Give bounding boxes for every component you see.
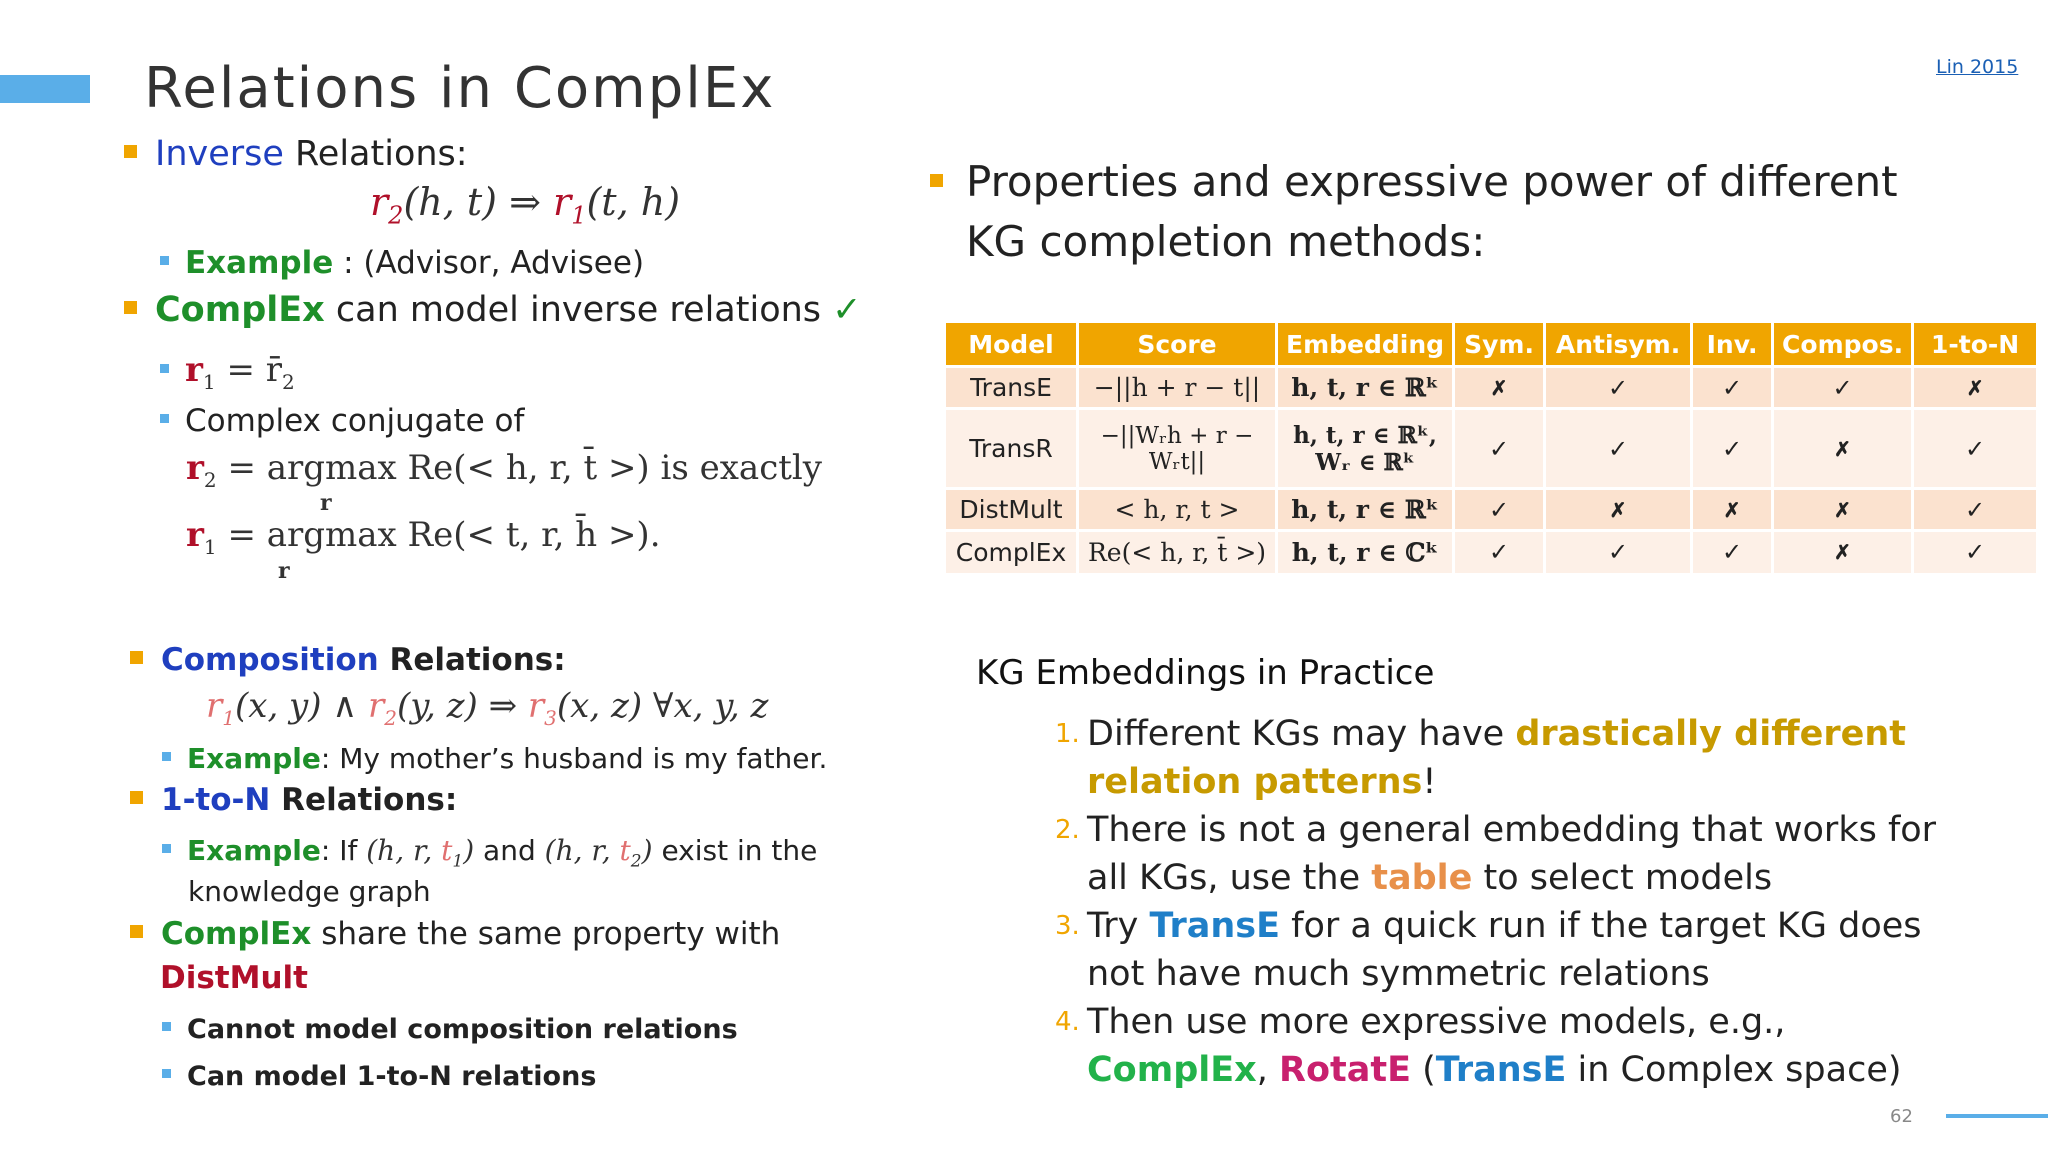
table-header-row [946, 323, 2038, 367]
cross-icon: ✗ [1773, 531, 1913, 573]
bullet [130, 925, 143, 938]
conjugate-label: Complex conjugate of [160, 403, 524, 439]
list-item: 3. Try TransE for a quick run if the target KG does not have much symmetric relations [1055, 906, 1922, 994]
practice-list [1055, 710, 1955, 1094]
check-icon: ✓ [1773, 367, 1913, 409]
cross-icon: ✗ [1692, 489, 1773, 531]
one-to-n-example: Example: If (h, r, $t_1$) and (h, r, $t_2$) exist in the [162, 834, 817, 872]
cross-icon: ✗ [1913, 367, 2038, 409]
check-icon: ✓ [1545, 367, 1692, 409]
check-icon: ✓ [1913, 409, 2038, 489]
practice-title: KG Embeddings in Practice [976, 653, 1435, 693]
cell-embedding: h, t, r ∈ ℝᵏ, Wᵣ ∈ ℝᵏ [1277, 409, 1454, 489]
kg-methods-table [946, 323, 2039, 573]
table-header: Compos. [1773, 323, 1913, 367]
argmax-line-2: $r_1 = argmax$ Re(< t, r, h̄ >). [186, 515, 661, 559]
cross-icon: ✗ [1773, 409, 1913, 489]
table-row [946, 489, 2038, 531]
bullet [162, 1022, 171, 1031]
check-icon: ✓ [1913, 531, 2038, 573]
citation-link[interactable]: Lin 2015 [1936, 56, 2019, 78]
one-to-n-heading: 1-to-N Relations: [130, 782, 457, 818]
cross-icon: ✗ [1545, 489, 1692, 531]
bullet [160, 256, 169, 265]
check-icon: ✓ [1454, 531, 1545, 573]
check-icon: ✓ [1545, 531, 1692, 573]
page-number: 62 [1890, 1106, 1913, 1127]
cell-score: Re(< h, r, t̄ >) [1078, 531, 1277, 573]
table-header: Antisym. [1545, 323, 1692, 367]
check-icon: ✓ [832, 290, 862, 330]
table-row [946, 367, 2038, 409]
complex-inverse-heading: ComplEx can model inverse relations ✓ [124, 290, 861, 330]
bullet [930, 174, 943, 187]
table-header: Model [946, 323, 1078, 367]
accent-bar [0, 75, 90, 103]
cell-model: DistMult [946, 489, 1078, 531]
properties-bullet: Properties and expressive power of different KG completion methods: [966, 152, 1966, 272]
check-icon: ✓ [1545, 409, 1692, 489]
composition-heading: Composition Relations: [130, 642, 566, 678]
bullet [124, 145, 137, 158]
cell-embedding: h, t, r ∈ ℂᵏ [1277, 531, 1454, 573]
cell-model: TransE [946, 367, 1078, 409]
slide-title: Relations in ComplEx [144, 56, 776, 121]
bullet [162, 752, 171, 761]
bullet [160, 364, 169, 373]
table-header: 1-to-N [1913, 323, 2038, 367]
accent-bar-bottom [1946, 1114, 2048, 1118]
inverse-example: Example : (Advisor, Advisee) [160, 245, 644, 281]
cell-embedding: h, t, r ∈ ℝᵏ [1277, 367, 1454, 409]
table-header: Embedding [1277, 323, 1454, 367]
table-row [946, 409, 2038, 489]
composition-formula: $r_1(x$, y) ∧ $r_2(y$, z) ⇒ $r_3(x$, z) ∀x, y, z [206, 686, 769, 730]
argmax-sub-1: r [320, 490, 332, 516]
list-item: 1. Different KGs may have drastically different relation patterns! [1055, 714, 1906, 802]
cell-score: −||h + r − t|| [1078, 367, 1277, 409]
cell-score: < h, r, t > [1078, 489, 1277, 531]
cell-model: ComplEx [946, 531, 1078, 573]
table-header: Inv. [1692, 323, 1773, 367]
check-icon: ✓ [1692, 531, 1773, 573]
table-row [946, 531, 2038, 573]
check-icon: ✓ [1692, 409, 1773, 489]
one-to-n-example-cont: knowledge graph [188, 875, 431, 908]
bullet [124, 301, 137, 314]
bullet [162, 1069, 171, 1078]
check-icon: ✓ [1454, 409, 1545, 489]
share-sub-2: Can model 1-to-N relations [162, 1061, 596, 1092]
cross-icon: ✗ [1454, 367, 1545, 409]
argmax-sub-2: r [278, 558, 290, 584]
bullet [162, 844, 171, 853]
cross-icon: ✗ [1773, 489, 1913, 531]
table-header: Sym. [1454, 323, 1545, 367]
check-icon: ✓ [1913, 489, 2038, 531]
list-item: 4. Then use more expressive models, e.g., ComplEx, RotatE (TransE in Complex space) [1055, 1002, 1902, 1090]
r1-equals-r2bar: $r_1$ = $r̄_2$ [160, 350, 295, 394]
list-item: 2. There is not a general embedding that works for all KGs, use the table to select models [1055, 810, 1937, 898]
inverse-formula: $r_2(h$, t) ⇒ $r_1(t$, h) [370, 180, 681, 230]
share-heading: ComplEx share the same property with [130, 916, 780, 952]
cell-embedding: h, t, r ∈ ℝᵏ [1277, 489, 1454, 531]
bullet [160, 414, 169, 423]
cell-model: TransR [946, 409, 1078, 489]
bullet [130, 651, 143, 664]
check-icon: ✓ [1454, 489, 1545, 531]
bullet [130, 791, 143, 804]
distmult-label: DistMult [160, 960, 308, 996]
inverse-heading: Inverse Relations: [124, 134, 468, 174]
argmax-line-1: $r_2 = argmax$ Re(< h, r, t̄ >) is exactly [186, 448, 822, 492]
table-header: Score [1078, 323, 1277, 367]
share-sub-1: Cannot model composition relations [162, 1014, 738, 1045]
cell-score: −||Wᵣh + r − Wᵣt|| [1078, 409, 1277, 489]
check-icon: ✓ [1692, 367, 1773, 409]
composition-example: Example: My mother’s husband is my father. [162, 742, 827, 775]
